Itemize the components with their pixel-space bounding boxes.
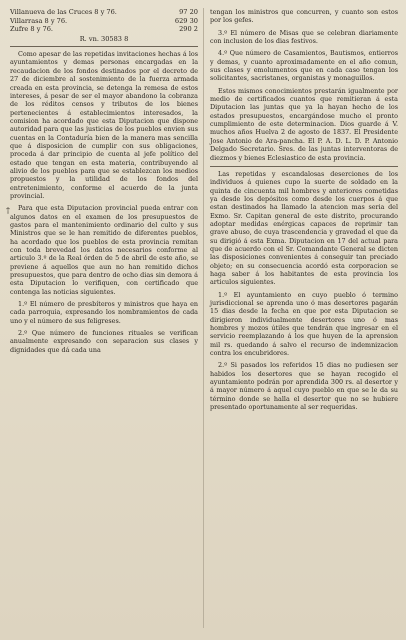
margin-mark: † bbox=[6, 206, 10, 215]
paragraph: 2.º Si pasados los referidos 15 dias no pudiesen ser habidos los desertores que se hayan recogido el ayuntamiento podrán por aprendida 300 rs. al desertor y á mayor número á aquel cuyo pueblo en que se le da su término donde se halla el desertor que no se hubiere presentado oportunamente al ser requeridas. bbox=[210, 361, 398, 412]
right-column bbox=[210, 8, 398, 415]
list-item-amount: 290 2 bbox=[179, 25, 198, 34]
list-item-label: Zufre 8 y 76. bbox=[10, 25, 54, 34]
section-rule bbox=[10, 46, 198, 47]
paragraph: 3.º El número de Misas que se celebran diariamente con inclusion de los dias festivos. bbox=[210, 28, 398, 46]
paragraph: Estos mismos conocimientos prestarán igualmente por medio de certificados cuantos que remitieran á esta Diputacion las juntas que ya la hayan hecho de los estados presupuestos, encargándose mucho el pronto cumplimiento de este determinacion. Dios guarde á V. muchos años Huelva 2 de agosto de 1837. El Presidente Jose Antonio de Ara-pancha. El P. A. D. L. D. P. Antonio Delgado Secretario. Sres. de las juntas interventoras de diezmos y bienes Eclesiastico de esta provincia. bbox=[210, 86, 398, 162]
list-item-label: Villanueva de las Cruces 8 y 76. bbox=[10, 8, 117, 16]
list-item bbox=[10, 8, 198, 17]
paragraph: Para que esta Diputacion provincial pueda entrar con algunos datos en el examen de los presupuestos de gastos para el mantenimiento ordinario del culto y sus Ministros que se le han remitido de diferentes pueblos, ha acordado que los pueblos de esta provincia remitan con toda brevedad los datos necesarios conforme al articulo 3.º de la Real órden de 5 de abril de este año, se previene á aquellos que aun no han remitido dichos presupuestos, que para dentro de ocho dias sin demora á esta Diputacion lo verifiquen, con certificado que contenga las noticias siguientes. bbox=[10, 204, 198, 296]
column-divider bbox=[203, 8, 204, 628]
paragraph: 2.º Que número de funciones rituales se verifican anualmente expresando con separacion sus clases y dignidades que dá cada una bbox=[10, 329, 198, 354]
paragraph: 4.º Que número de Casamientos, Bautismos, entierros y demas, y cuanto aproximadamente en el año comun, sus clases y emolumentos que en cada caso tengan los solicitantes, sacristanes, organistas y monaguillos. bbox=[210, 49, 398, 83]
list-item bbox=[10, 25, 198, 34]
paragraph: 1.º El número de presbíteros y ministros que haya en cada parroquia, expresando los nombramientos de cada uno y el número de sus feligreses. bbox=[10, 300, 198, 325]
section-rule bbox=[210, 166, 398, 167]
list-item-amount: 97 20 bbox=[179, 8, 198, 16]
paragraph: 1.º El ayuntamiento en cuyo pueblo ó termino jurisdiccional se aprenda uno ó mas desertores pagarán 15 dias desde la fecha en que por esta Diputacion se dirigieron individualmente desertores uno ó mas hombres y mozos útiles que tendrán que ingresar en el servicio reemplazando á los que huyen de la aprension mil rs. quedando á salvo el recurso de indemnizacion contra los encubridores. bbox=[210, 290, 398, 358]
list-total: R. vn. 30583 8 bbox=[79, 34, 129, 43]
list-item-amount: 629 30 bbox=[174, 16, 198, 25]
left-column bbox=[10, 8, 198, 358]
list-item bbox=[10, 17, 198, 26]
paragraph: Como apesar de las repetidas invitaciones hechas á los ayuntamientos y demas personas encargadas en la recaudacion de los fondos destinados por el decreto de 27 de diciembre al sostenimiento de la fuerza armada creada en esta provincia, se detenga la remesa de estos intereses, á pesar de ser el mayor abandono la cobranza de los réditos censos y tributos de los bienes pertenecientes á establecimientos interesados, la comision ha acordado que esta Diputacion que dispone autoridad para que las justicias de los pueblos envien sus cuentas en la Contaduría bien de la manera mas sencilla que á disposicion de cumplir con sus obligaciones, proceda á dar principio de cuenta al jefe político del estado que tengan en esta materia, contribuyendo al alivio de los pueblos para que se establezcan los medios propuestos y la utilidad de los fondos del entretenimiento, conforme el acuerdo de la junta provincial. bbox=[10, 50, 198, 200]
list-item-label: Villarrasa 8 y 76. bbox=[10, 16, 68, 25]
paragraph: Las repetidas y escandalosas deserciones de los individuos á quienes cupo la suerte de soldado en la quinta de cincuenta mil hombres y anteriores cometidas ya desde los depósitos como desde los cuerpos á que estan destinados ha llamado la atencion mas seria del Exmo. Sr. Capitan general de este distrito, procurando adoptar medidas enérgicas capaces de reprimir tan grave abuso, de cuya trascendencia y gravedad el que da su dirigió á esta Exma. Diputacion en 17 del actual para que de acuerdo con el Sr. Comandante General se dicten las disposiciones convenientes á conseguir tan preciado objeto; en su consecuencia acordó esta corporacion se haga saber á los habitantes de esta provincia los articulos siguientes. bbox=[210, 169, 398, 287]
paragraph: tengan los ministros que concurren, y cuanto son estos por los gefes. bbox=[210, 8, 398, 25]
